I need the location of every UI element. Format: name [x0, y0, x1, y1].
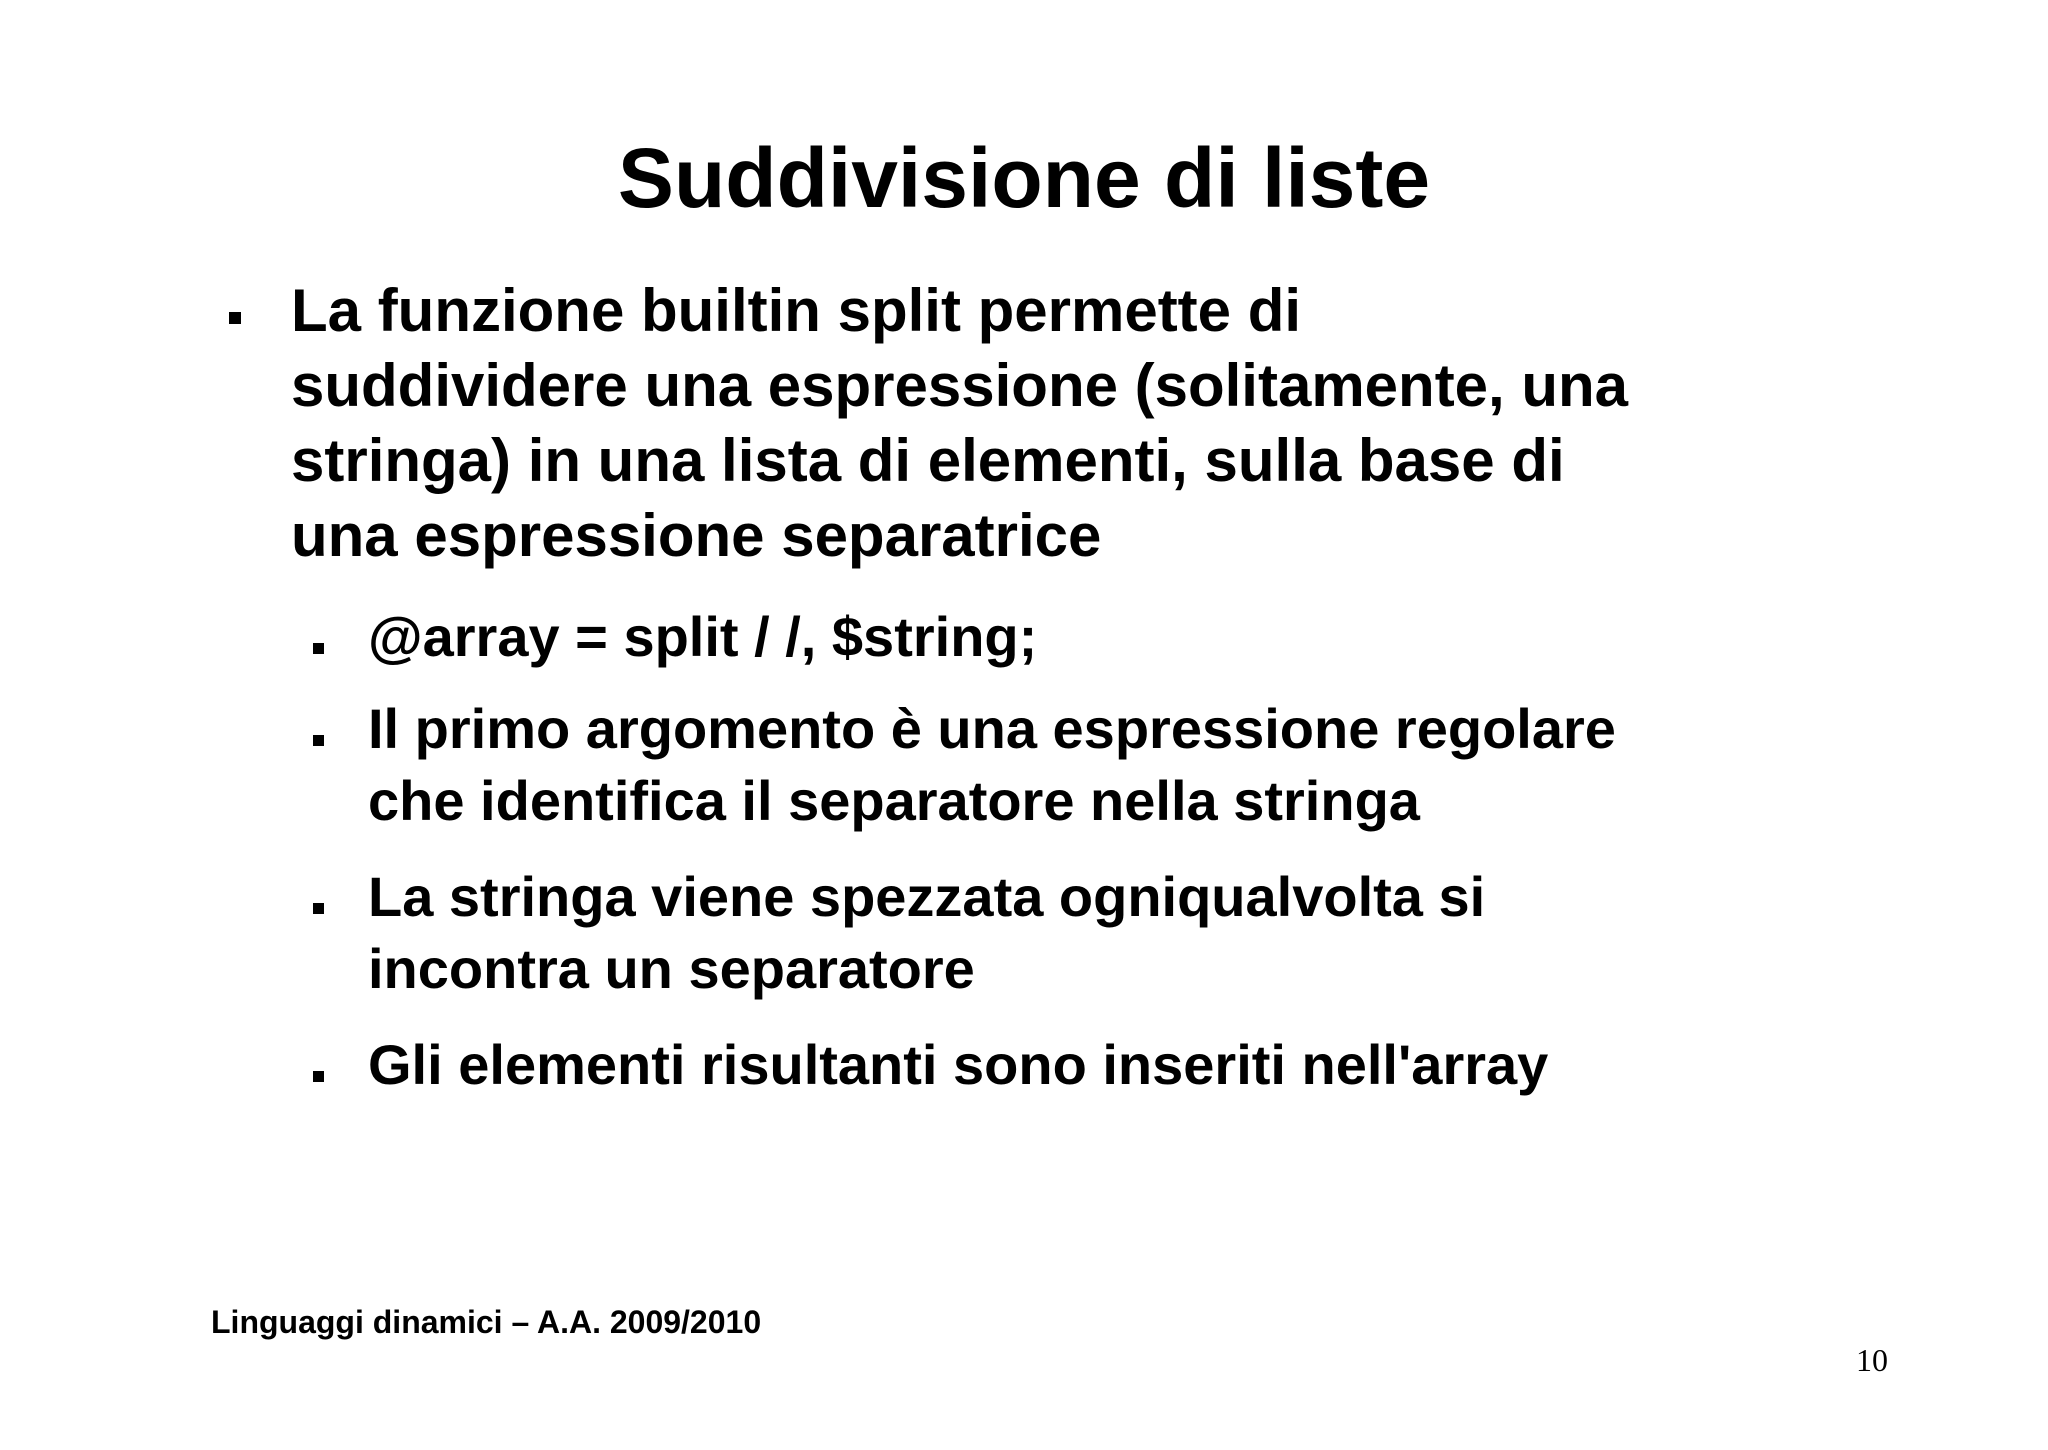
main-bullet-line: suddividere una espressione (solitamente, una [291, 352, 1629, 419]
sub-bullet-text [368, 861, 1968, 1005]
sub-bullet-line: Gli elementi risultanti sono inseriti nell'array [368, 1033, 1549, 1096]
sub-bullet-line: La stringa viene spezzata ogniqualvolta si [368, 865, 1486, 928]
sub-bullet-line: che identifica il separatore nella stringa [368, 769, 1420, 832]
sub-bullet-square-icon [313, 903, 324, 914]
main-bullet-line: La funzione builtin split permette di [291, 277, 1302, 344]
sub-bullet-text [368, 601, 1968, 673]
sub-bullet-line: @array = split / /, $string; [368, 605, 1038, 668]
sub-bullet-text [368, 693, 1968, 837]
page-number: 10 [1856, 1342, 1888, 1378]
sub-bullet-square-icon [313, 735, 324, 746]
footer-course-label: Linguaggi dinamici – A.A. 2009/2010 [211, 1304, 762, 1340]
main-bullet-line: stringa) in una lista di elementi, sulla base di [291, 427, 1565, 494]
sub-bullet-square-icon [313, 643, 324, 654]
main-bullet-text [291, 273, 1951, 573]
bullet-square-icon [229, 312, 241, 324]
main-bullet-line: una espressione separatrice [291, 502, 1102, 569]
sub-bullet-line: Il primo argomento è una espressione regolare [368, 697, 1616, 760]
sub-bullet-text [368, 1029, 1968, 1101]
sub-bullet-square-icon [313, 1071, 324, 1082]
sub-bullet-line: incontra un separatore [368, 937, 975, 1000]
slide-title: Suddivisione di liste [617, 131, 1431, 225]
